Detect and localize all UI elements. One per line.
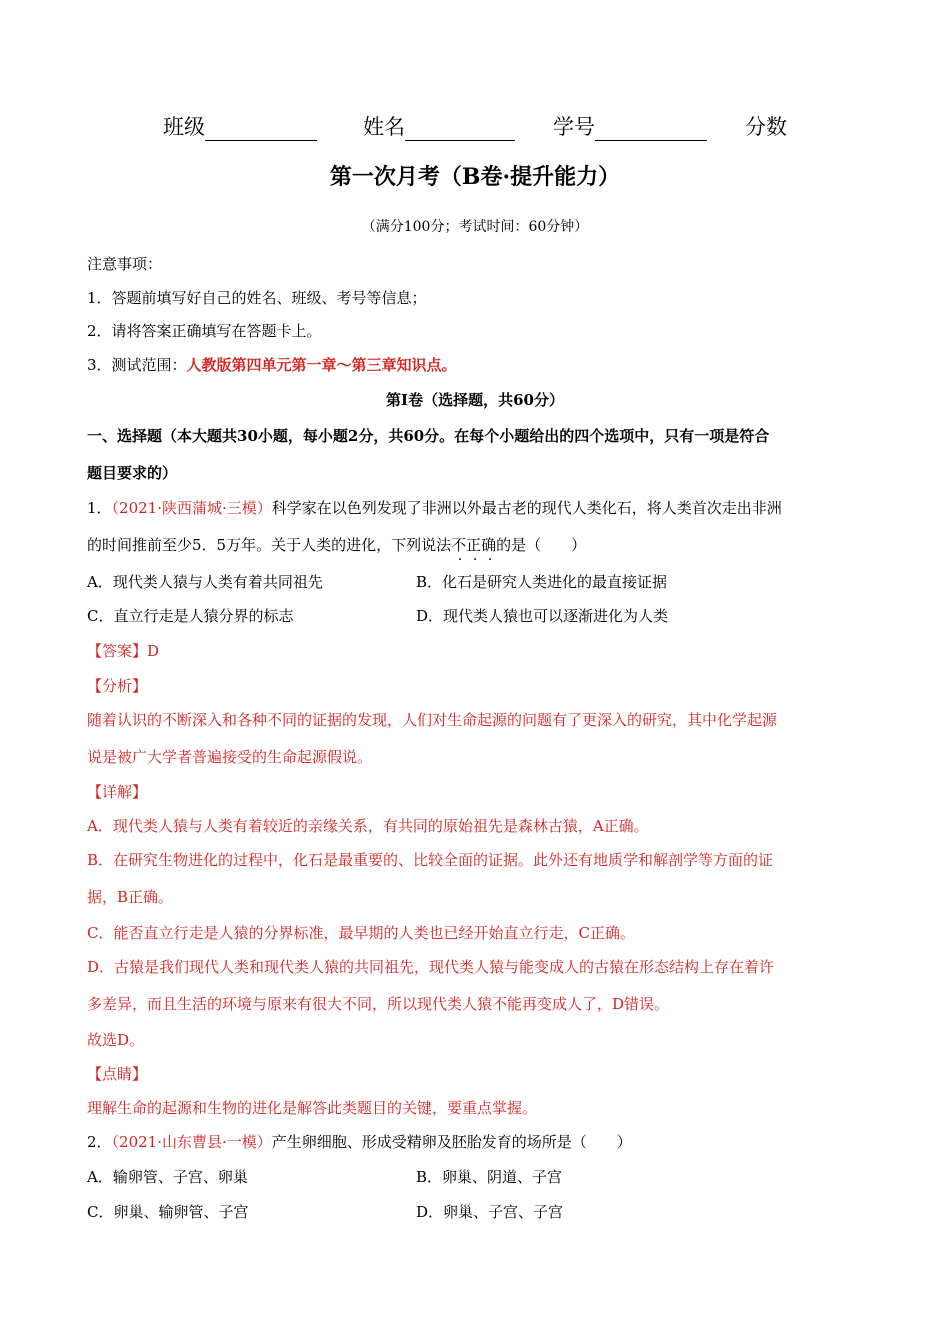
- q2-number: 2．: [87, 1133, 112, 1151]
- q1-detail-d-line1: D．古猿是我们现代人类和现代类人猿的共同祖先，现代类人猿与能变成人的古猿在形态结构上存在着许: [87, 958, 775, 976]
- q1-option-a: A．现代类人猿与人类有着共同祖先: [87, 573, 323, 591]
- q1-detail-c: C．能否直立行走是人猿的分界标准，最早期的人类也已经开始直立行走，C正确。: [87, 924, 635, 942]
- q2-option-c: C．卵巢、输卵管、子宫: [87, 1203, 249, 1221]
- q2-option-b: B．卵巢、阴道、子宫: [416, 1168, 563, 1186]
- name-blank[interactable]: [405, 118, 515, 141]
- q2-stem-text: 产生卵细胞、形成受精卵及胚胎发育的场所是（ ）: [271, 1133, 632, 1151]
- q1-option-b: B．化石是研究人类进化的最直接证据: [416, 573, 668, 591]
- class-label: 班级: [163, 115, 205, 139]
- emphasis-char: 确: [481, 536, 497, 554]
- q1-stem-text-2: 的时间推前至少5．5万年。关于人类的进化，下列说法: [87, 536, 452, 554]
- q1-option-c: C．直立行走是人猿分界的标志: [87, 607, 294, 625]
- q1-answer: 【答案】D: [87, 642, 160, 660]
- q2-option-d: D．卵巢、子宫、子宫: [416, 1203, 564, 1221]
- part-instructions-line1: 一、选择题（本大题共30小题，每小题2分，共60分。在每个小题给出的四个选项中，只有一项是符合: [87, 427, 770, 445]
- notes-item-3-prefix: 3．测试范围：: [87, 356, 187, 374]
- id-field[interactable]: [553, 111, 707, 141]
- id-blank[interactable]: [595, 118, 707, 141]
- name-field[interactable]: [363, 111, 515, 141]
- q1-detail-label: 【详解】: [87, 783, 148, 801]
- q2-stem: [87, 1131, 632, 1152]
- name-label: 姓名: [363, 115, 405, 139]
- emphasis-char: 不: [451, 536, 467, 554]
- notes-item-3: [87, 354, 457, 375]
- q1-detail-a: A．现代类人猿与人类有着较近的亲缘关系，有共同的原始祖先是森林古猿，A正确。: [87, 817, 649, 835]
- exam-info: （满分100分；考试时间：60分钟）: [361, 219, 589, 235]
- q2-source: （2021·山东曹县·一模）: [111, 1133, 272, 1151]
- q1-conclusion: 故选D。: [87, 1031, 145, 1049]
- q1-option-d: D．现代类人猿也可以逐渐进化为人类: [416, 607, 669, 625]
- class-blank[interactable]: [205, 118, 317, 141]
- part-instructions-line2: 题目要求的）: [87, 464, 178, 482]
- q1-number: 1．: [87, 499, 112, 517]
- q1-stem-text: 科学家在以色列发现了非洲以外最古老的现代人类化石，将人类首次走出非洲: [271, 499, 782, 517]
- test-range: 人教版第四单元第一章～第三章知识点。: [186, 356, 457, 374]
- page-title: 第一次月考（B卷·提升能力）: [329, 164, 621, 190]
- q1-stem-line1: [87, 497, 782, 518]
- q2-option-a: A．输卵管、子宫、卵巢: [87, 1168, 248, 1186]
- q1-detail-b-line2: 据，B正确。: [87, 888, 174, 906]
- score-label: 分数: [745, 115, 787, 139]
- q1-analysis-label: 【分析】: [87, 677, 148, 695]
- q1-detail-b-line1: B．在研究生物进化的过程中，化石是最重要的、比较全面的证据。此外还有地质学和解剖学等方面的证: [87, 851, 774, 869]
- section-title: 第Ⅰ卷（选择题，共60分）: [386, 391, 564, 409]
- q1-tip: 理解生命的起源和生物的进化是解答此类题目的关键，要重点掌握。: [87, 1099, 538, 1117]
- class-field[interactable]: [163, 111, 317, 141]
- notes-item-1: 1．答题前填写好自己的姓名、班级、考号等信息；: [87, 289, 427, 307]
- notes-item-2: 2．请将答案正确填写在答题卡上。: [87, 322, 322, 340]
- id-label: 学号: [553, 115, 595, 139]
- q1-detail-d-line2: 多差异，而且生活的环境与原来有很大不同，所以现代类人猿不能再变成人了，D错误。: [87, 995, 670, 1013]
- emphasis-char: 正: [466, 536, 482, 554]
- notes-heading: 注意事项：: [87, 255, 163, 273]
- q1-source: （2021·陕西蒲城·三模）: [111, 499, 272, 517]
- q1-stem-line2: [87, 534, 586, 555]
- q1-analysis-line2: 说是被广大学者普遍接受的生命起源假说。: [87, 748, 373, 766]
- q1-analysis-line1: 随着认识的不断深入和各种不同的证据的发现，人们对生命起源的问题有了更深入的研究，其中化学起源: [87, 711, 778, 729]
- q1-tip-label: 【点睛】: [87, 1065, 148, 1083]
- q1-stem-text-3: 的是（ ）: [496, 536, 587, 554]
